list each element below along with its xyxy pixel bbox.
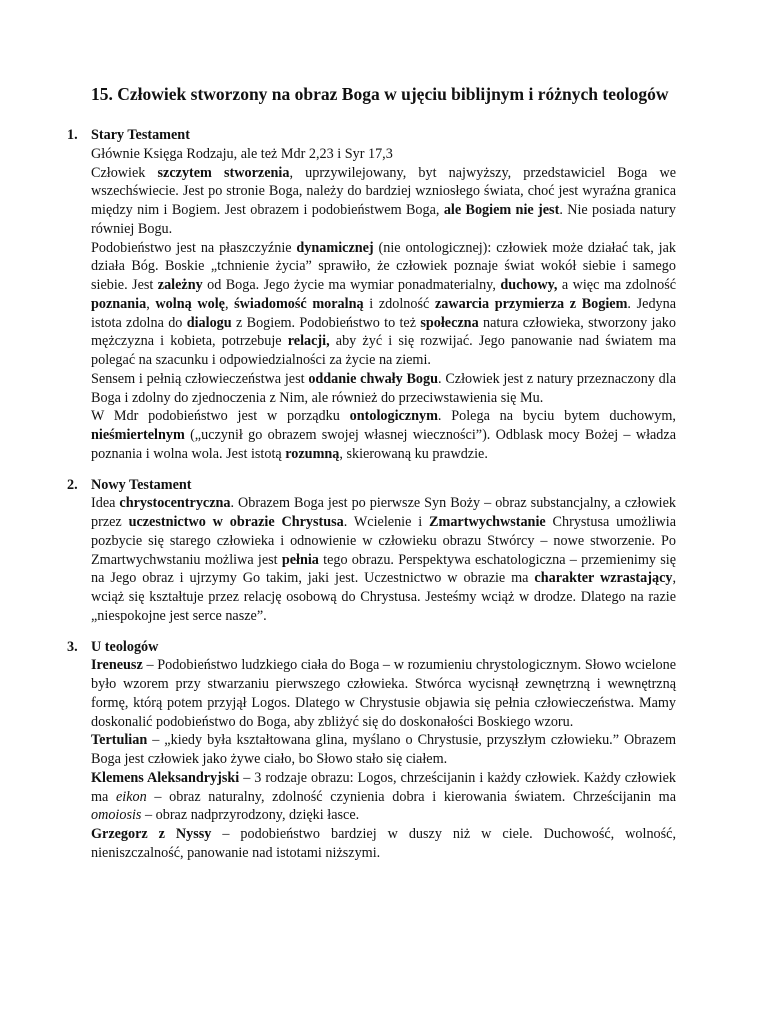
bold-text: uczestnictwo w obrazie Chrystusa [128, 514, 344, 530]
text-run: . Człowiek jest z natury przeznaczony dla Boga i zdolny do zjednoczenia z Nim, ale również do przeciwstawienia się Mu. [91, 370, 676, 406]
bold-text: społeczna [420, 314, 479, 331]
section-paragraph [91, 769, 676, 825]
text-run: – 3 rodzaje obrazu: Logos, chrześcijanin i każdy człowiek. Każdy człowiek ma [91, 769, 676, 805]
text-run: . Polega na byciu bytem duchowym, [437, 408, 676, 425]
section-paragraph [91, 145, 676, 164]
section-number: 2. [67, 476, 78, 493]
text-run: , [224, 295, 235, 312]
section-paragraph [91, 370, 676, 408]
bold-text: ontologicznym [349, 408, 438, 425]
text-run: – Podobieństwo ludzkiego ciała do Boga – w rozumieniu chrystologicznym. Słowo wcielone było wzorem przy stwarzaniu pierwszego człowieka. Stwórca wycisnął zewnętrzną i wewnętrzną formę, którą potem przyjął Logos. Dlatego w Chrystusie objawia się pełnia człowieczeństwa. Mamy doskonalić podobieństwo do Boga, aby zbliżyć się do doskonałości Boskiego wzoru. [91, 657, 676, 730]
text-run: , [146, 295, 156, 312]
section-list [67, 126, 677, 863]
section-title: U teologów [91, 638, 159, 655]
section-paragraph [91, 239, 676, 370]
section-number: 3. [67, 638, 78, 655]
text-run: – obraz nadprzyrodzony, dzięki łasce. [141, 807, 360, 824]
text-run: . Nie posiada natury równiej Bogu. [91, 202, 676, 237]
bold-text: szczytem stworzenia [157, 164, 290, 181]
bold-text: charakter wzrastający [534, 570, 673, 587]
bold-text: dialogu [186, 314, 232, 331]
text-run: z Bogiem. Podobieństwo to też [231, 314, 421, 331]
bold-text: ale Bogiem nie jest [443, 202, 560, 218]
text-run: . Jedyna istota zdolna do [91, 295, 677, 331]
section-paragraph [91, 656, 676, 731]
text-run: . Obrazem Boga jest po pierwsze Syn Boży – obraz substancjalny, a człowiek przez [91, 495, 676, 530]
section-paragraph [91, 407, 676, 463]
italic-term: omoiosis [91, 807, 142, 824]
bold-text: oddanie chwały Bogu [308, 370, 439, 387]
document-page [67, 84, 677, 875]
text-run: , wciąż się kształtuje przez relację osobową do Chrystusa. Jesteśmy wciąż w drodze. Dlatego na razie „niespokojne jest serce nasze”. [91, 570, 677, 624]
section-paragraph [91, 731, 676, 769]
bold-text: zawarcia przymierza z Bogiem [434, 295, 628, 312]
section-1 [67, 126, 677, 464]
bold-text: poznania [91, 295, 147, 312]
bold-text: chrystocentryczna [119, 495, 231, 512]
text-run: aby żyć i się rozwijać. Jego panowanie nad światem ma polegać na szacunku i odpowiedzialności za życie na ziemi. [91, 333, 676, 368]
text-run: Idea [91, 495, 120, 512]
text-run: Głównie Księga Rodzaju, ale też Mdr 2,23 i Syr 17,3 [91, 145, 393, 162]
section-paragraph [91, 164, 676, 239]
text-run: , skierowaną ku prawdzie. [339, 445, 488, 462]
bold-text: Grzegorz z Nyssy [91, 826, 212, 842]
text-run: – „kiedy była kształtowana glina, myślano o Chrystusie, przyszłym człowieku.” Obrazem Boga jest człowiek jako żywe ciało, bo Słowo stało się ciałem. [91, 732, 676, 767]
text-run: – podobieństwo bardziej w duszy niż w ciele. Duchowość, wolność, nieniszczalność, panowanie nad istotami niższymi. [91, 826, 676, 861]
section-3 [67, 638, 676, 863]
italic-term: eikon [116, 788, 147, 805]
bold-text: Klemens Aleksandryjski [91, 769, 240, 786]
text-run: i zdolność [363, 295, 435, 312]
bold-text: dynamicznej [296, 239, 374, 256]
text-run: , uprzywilejowany, byt najwyższy, przedstawiciel Boga we wszechświecie. Jest po stronie Boga, należy do bardziej wzniosłego świata, choć jest wyraźna granica między nim i Bogiem. Jest obrazem i podobieństwem Boga, [91, 164, 677, 218]
section-paragraph [91, 825, 676, 863]
bold-text: duchowy, [500, 277, 558, 293]
bold-text: Ireneusz [91, 657, 143, 674]
bold-text: świadomość moralną [234, 295, 364, 312]
section-number: 1. [67, 127, 78, 143]
text-run: od Boga. Jego życie ma wymiar ponadmaterialny, [202, 277, 501, 293]
bold-text: nieśmiertelnym [91, 427, 185, 443]
bold-text: Tertulian [91, 732, 148, 749]
bold-text: relacji, [287, 333, 330, 350]
section-title: Stary Testament [91, 127, 190, 143]
text-run: W Mdr podobieństwo jest w porządku [91, 408, 350, 425]
text-run: – obraz naturalny, zdolność czynienia dobra i kierowania światem. Chrześcijanin ma [146, 788, 676, 805]
text-run: a więc ma zdolność [557, 277, 677, 293]
text-run: natura człowieka, stworzony jako mężczyzna i kobieta, potrzebuje [91, 314, 676, 350]
text-run: Sensem i pełnią człowieczeństwa jest [91, 370, 309, 387]
bold-text: pełnia [281, 551, 319, 568]
bold-text: rozumną [285, 445, 340, 462]
bold-text: Zmartwychwstanie [429, 514, 546, 530]
text-run: Człowiek [91, 164, 158, 181]
text-run: . Wcielenie i [343, 514, 430, 530]
text-run: tego obrazu. Perspektywa eschatologiczna – przemienimy się na Jego obraz i ujrzymy Go takim, jaki jest. Uczestnictwo w obrazie ma [91, 551, 676, 587]
text-run: Chrystusa umożliwia pozbycie się starego człowieka i odnowienie w człowieku obrazu Stwórcy – nowe stworzenie. Po Zmartwychwstaniu możliwa jest [91, 514, 677, 568]
section-title: Nowy Testament [91, 476, 192, 493]
bold-text: zależny [157, 277, 203, 293]
text-run: („uczynił go obrazem swojej własnej wieczności”). Odblask mocy Bożej – władza poznania i wolna wola. Jest istotą [91, 427, 676, 462]
section-paragraph [91, 494, 676, 625]
text-run: (nie ontologicznej): człowiek może działać tak, jak działa Bóg. Boskie „tchnienie życia” sprawiło, że człowiek poznaje świat wokół siebie i samego siebie. Jest [91, 239, 676, 293]
section-2 [67, 476, 677, 626]
document-title: 15. Człowiek stworzony na obraz Boga w ujęciu biblijnym i różnych teologów [91, 84, 669, 104]
bold-text: wolną wolę [155, 295, 225, 312]
text-run: Podobieństwo jest na płaszczyźnie [91, 239, 297, 256]
